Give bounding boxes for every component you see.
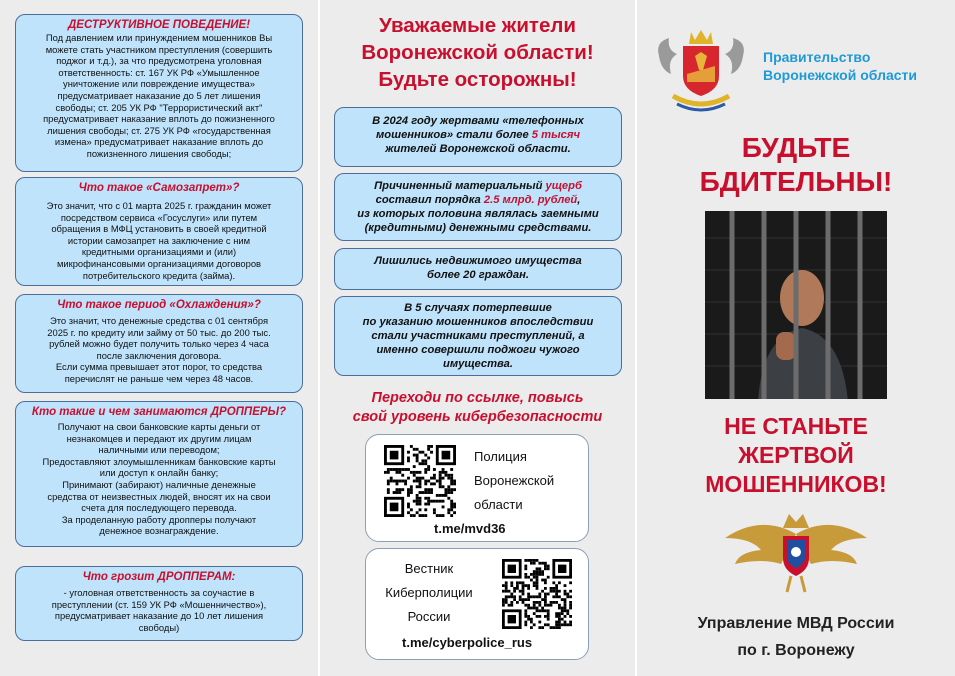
body-line: - уголовная ответственность за соучастие в — [63, 587, 255, 598]
fact-text: Лишились недвижимого имущества — [374, 255, 582, 267]
qr-card-cyberpolice[interactable] — [365, 548, 589, 660]
body-line: За проделанную работу дропперы получают — [61, 513, 257, 525]
warning-heading — [637, 412, 955, 499]
warning-line: НЕ СТАНЬТЕ — [724, 413, 868, 439]
fact-line — [339, 193, 617, 207]
main-heading — [320, 12, 635, 93]
body-line: преступлении (ст. 159 УК РФ «Мошенничество»), — [51, 598, 267, 610]
body-line: измена» предусматривает наказание вплоть до — [54, 136, 264, 148]
alert-line: БУДЬТЕ — [741, 132, 851, 163]
qr-caption-line: России — [407, 609, 451, 624]
fact-text: В 5 случаях потерпевшие — [404, 302, 552, 314]
fact-box-damage — [334, 173, 622, 241]
body-line: наличными или переводом; — [98, 444, 220, 456]
body-line: предусматривает наказание до 10 лет лишения — [54, 610, 264, 622]
fact-line — [339, 128, 617, 142]
qr-code-police[interactable] — [384, 445, 456, 517]
mvd-emblem — [721, 508, 871, 594]
gov-title-line: Правительство — [763, 49, 871, 65]
body-line: поджог и т.д.), за что предусмотрена уголовная — [56, 55, 262, 67]
gov-title — [763, 48, 917, 84]
cta-text — [320, 389, 635, 427]
qr-caption — [474, 445, 554, 517]
body-line: Под давлением или принуждением мошенников Вы — [45, 32, 273, 43]
box-body — [339, 114, 617, 156]
body-line: незнакомцев и передают их другим лицам — [66, 432, 252, 444]
body-line: средства от неизвестных людей, вносят их на свои — [47, 490, 271, 502]
fact-box-property — [334, 248, 622, 290]
cta-line: Переходи по ссылке, повысь — [371, 390, 584, 406]
fact-text: (кредитными) денежными средствами. — [364, 222, 592, 234]
box-title: Что грозит ДРОППЕРАМ: — [82, 571, 236, 583]
fact-text: В 2024 году жертвами «телефонных — [372, 115, 584, 127]
box-title: Что такое «Самозапрет»? — [78, 182, 240, 194]
body-line: Предоставляют злоумышленникам банковские карты — [42, 455, 276, 467]
box-body — [22, 421, 296, 537]
body-line: Если сумма превышает этот порог, то средства — [55, 361, 263, 373]
box-body — [339, 179, 617, 235]
fact-box-victims — [334, 107, 622, 167]
fact-text: из которых половина являлась заемными — [357, 208, 599, 220]
body-line: пожизненного лишения свободы; — [86, 147, 232, 159]
fact-text: , — [577, 194, 581, 206]
body-line: Это значит, что с 01 марта 2025 г. гражданин может — [46, 200, 272, 211]
fact-text: составил порядка — [375, 194, 484, 206]
footer-line: по г. Воронежу — [737, 642, 855, 659]
box-title: Что такое период «Охлаждения»? — [57, 299, 261, 311]
body-line: кредитными организациями и (или) — [81, 246, 237, 258]
fact-text: жителей Воронежской области. — [385, 143, 571, 155]
left-panel — [0, 0, 318, 676]
info-box-self-ban — [15, 177, 303, 286]
fact-text: имущества. — [443, 358, 513, 370]
box-body — [22, 32, 296, 160]
gov-title-line: Воронежской области — [763, 67, 917, 83]
heading-line: Воронежской области! — [361, 41, 594, 64]
fact-text: стали участниками преступлений, а — [371, 330, 585, 342]
body-line: обращения в МФЦ установить в своей кредитной — [51, 223, 267, 235]
alert-heading — [637, 131, 955, 199]
body-line: микрофинансовыми организациями договоров — [56, 257, 262, 269]
warning-line: МОШЕННИКОВ! — [705, 471, 887, 497]
body-line: потребительского кредита (займа). — [82, 269, 236, 281]
info-box-dropper-penalty — [15, 566, 303, 641]
body-line: Принимают (забирают) наличные денежные — [62, 478, 256, 490]
warning-line: ЖЕРТВОЙ — [738, 442, 854, 468]
right-panel — [637, 0, 955, 676]
qr-link-police[interactable]: t.me/mvd36 — [434, 521, 506, 536]
body-line: перечислят не раньше чем через 48 часов. — [64, 372, 254, 384]
body-line: можете стать участником преступления (совершить — [45, 43, 273, 55]
fact-highlight: 2.5 млрд. рублей — [483, 194, 578, 206]
qr-caption — [374, 557, 484, 629]
box-body — [339, 301, 617, 371]
body-line: денежное вознаграждение. — [99, 525, 219, 537]
box-body — [22, 587, 296, 633]
body-line: свободы) — [138, 621, 180, 633]
body-line: предусматривает наказание до 5 лет лишения — [57, 89, 261, 101]
qr-card-police[interactable] — [365, 434, 589, 542]
box-body — [339, 254, 617, 282]
body-line: Это значит, что денежные средства с 01 сентября — [49, 315, 269, 326]
info-box-cooling-period — [15, 294, 303, 393]
qr-link-cyberpolice[interactable]: t.me/cyberpolice_rus — [402, 635, 533, 650]
body-line: после заключения договора. — [96, 349, 222, 361]
fact-box-arson — [334, 296, 622, 376]
body-line: счета для последующего перевода. — [81, 502, 237, 514]
qr-caption-line: Киберполиции — [385, 585, 473, 600]
body-line: предусматривает наказание вплоть до пожизненного — [43, 113, 275, 125]
box-body — [22, 200, 296, 281]
info-box-destructive — [15, 14, 303, 172]
fact-text: более 20 граждан. — [427, 269, 529, 281]
body-line: истории самозапрет на заключение с ним — [67, 234, 251, 246]
info-box-droppers — [15, 401, 303, 547]
box-title: Кто такие и чем занимаются ДРОППЕРЫ? — [31, 406, 287, 418]
cta-line: свой уровень кибербезопасности — [352, 409, 603, 425]
fact-text: именно совершили поджоги чужого — [376, 344, 580, 356]
qr-caption-line: Вестник — [404, 561, 454, 576]
heading-line: Уважаемые жители — [379, 14, 576, 37]
alert-line: БДИТЕЛЬНЫ! — [699, 166, 893, 197]
footer-line: Управление МВД России — [697, 615, 895, 632]
fact-text: по указанию мошенников впоследствии — [362, 316, 594, 328]
box-title: ДЕСТРУКТИВНОЕ ПОВЕДЕНИЕ! — [67, 19, 251, 31]
fact-highlight: ущерб — [545, 180, 582, 192]
body-line: лишения свободы; ст. 275 УК РФ «государственная — [47, 124, 271, 136]
body-line: свободы; ст. 205 УК РФ "Террористический акт" — [55, 101, 263, 113]
box-body — [22, 315, 296, 385]
qr-caption-line: области — [474, 497, 523, 512]
body-line: Получают на свои банковские карты деньги от — [57, 421, 261, 432]
body-line: или доступ к онлайн банку; — [99, 467, 219, 479]
issuer-footer — [637, 610, 955, 664]
body-line: ответственность: ст. 167 УК РФ «Умышленное — [58, 66, 260, 78]
fact-line — [339, 179, 617, 193]
body-line: уничтожение или повреждение имущества» — [63, 78, 255, 90]
middle-panel — [320, 0, 635, 676]
fact-highlight: 5 тысяч — [531, 129, 580, 141]
qr-code-cyberpolice[interactable] — [502, 559, 572, 629]
body-line: рублей можно будет получить только через 4 часа — [49, 338, 269, 350]
qr-caption-line: Полиция — [474, 449, 527, 464]
body-line: посредством сервиса «Госуслуги» или путем — [60, 211, 258, 223]
prisoner-illustration — [702, 208, 890, 402]
qr-caption-line: Воронежской — [474, 473, 555, 488]
body-line: 2025 г. по кредиту или займу от 50 тыс. до 200 тыс. — [47, 326, 271, 338]
heading-line: Будьте осторожны! — [378, 68, 577, 91]
fact-text: мошенников» стали более — [376, 129, 532, 141]
fact-text: Причиненный материальный — [374, 180, 546, 192]
voronezh-coat-of-arms — [653, 26, 749, 112]
